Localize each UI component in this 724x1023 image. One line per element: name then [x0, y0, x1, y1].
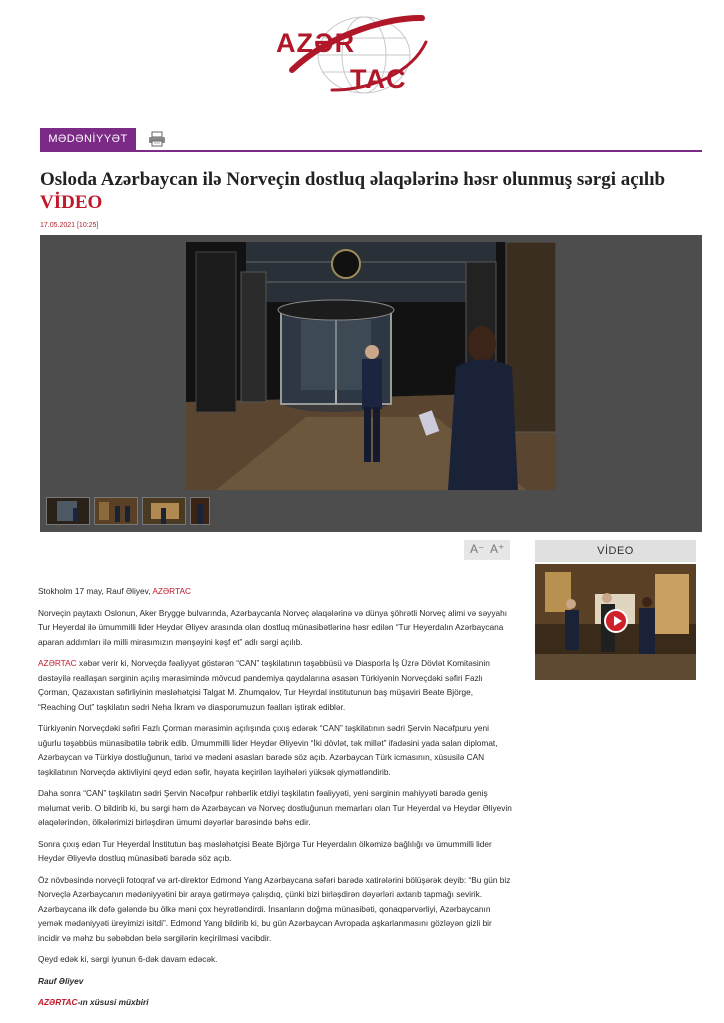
agency-link[interactable]: AZƏRTAC [38, 658, 77, 668]
logo-text-top: AZƏR [276, 28, 356, 58]
paragraph: Türkiyənin Norveçdəki səfiri Fazlı Çorman mərasimin açılışında çıxış edərək “CAN” təşkilatının sədri Şervin Nəcəfpuru yeni uğurlu təşəbbüs münasibətilə təbrik edib. Ümummilli lider Heydər Əliyevin “İki dövlət, tək millət” ifadəsini yada salan diplomat, Azərbaycan və Türkiyə dostluğunun, tarixi və mədəni əsasları barədə söz açıb. Azərbaycan Türk icmasının, xüsusilə CAN təşkilatının Norveçdə aktivliyini qeyd edən səfir, həyata keçirilən layihələri yüksək qiymətləndirib. [38, 723, 498, 777]
title-text: Osloda Azərbaycan ilə Norveçin dostluq əlaqələrinə həsr olunmuş sərgi açılıb [40, 169, 666, 190]
azertac-logo[interactable] [272, 12, 432, 98]
sidebar-heading: VİDEO [535, 540, 696, 562]
logo-text-bottom: TAC [350, 64, 407, 94]
printer-icon[interactable] [148, 131, 166, 147]
paragraph: Sonra çıxış edən Tur Heyerdal İnstitutun baş məsləhətçisi Beate Björgə Tur Heyerdalın ölkəmizə bağlılığı və ümummilli lider Heydər Əliyevlə dostluq münasibəti barədə söz açıb. [38, 838, 492, 863]
paragraph: Qeyd edək ki, sərgi iyunun 6-dək davam edəcək. [38, 954, 218, 964]
paragraph-text: xəbər verir ki, Norveçdə fəaliyyət göstərən “CAN” təşkilatının təşəbbüsü və Diasporla İş Üzrə Dövlət Komitəsinin dəstəyilə reallaşan sərginin açılış mərasimində mövcud pandemiya qaydalarına əsasən Türkiyənin Norveçdəki səfiri Fazlı Çorman, Qazaxıstan səfirliyinin məsləhətçisi Talgat M. Zhumqalov, Tur Heyrdal institutunun baş müşaviri Beate Björge, “Reaching Out” təşkilatın sədri Neha İkram və diasporumuzun fəalları iştirak ediblər. [38, 658, 490, 712]
category-tab[interactable]: MƏDƏNİYYƏT [40, 128, 136, 150]
thumbnail[interactable] [190, 497, 210, 525]
photo-gallery [40, 235, 702, 532]
thumbnail[interactable] [94, 497, 138, 525]
signature-text: -ın xüsusi müxbiri [77, 997, 149, 1007]
paragraph: Norveçin paytaxtı Oslonun, Aker Brygge bulvarında, Azərbaycanla Norveç əlaqələrinə və dünya şöhrətli Norveç alimi və səyyahı Tur Heyerdal ilə ümummilli lider Heydər Əliyev arasında olan dostluq münasibətlərinə həsr edilən “Tur Heyerdalın Azərbaycana aparan addımları ilə milli mirasımızın mənşəyini kəşf et” adlı sərgi açılıb. [38, 607, 508, 647]
paragraph [38, 656, 512, 714]
paragraph: Daha sonra “CAN” təşkilatın sədri Şervin Nəcəfpur rəhbərlik etdiyi təşkilatın fəaliyyəti, yeni sərginin mahiyyəti barədə geniş məlumat verib. O bildirib ki, bu sərgi həm də Azərbaycan və Norveç dostluğunun memarları olan Tur Heyerdal və Heydər Əliyevin əlaqələrindən, ölkələrimizi birləşdirən ümumi dəyərlər barəsində bəhs edir. [38, 788, 512, 827]
dateline [38, 584, 512, 599]
font-increase-button[interactable]: A⁺ [490, 542, 505, 556]
paragraph: Öz növbəsində norveçli fotoqraf və art-direktor Edmond Yang Azərbaycana səfəri barədə xatirələrini bölüşərək deyib: “Bu gün biz Norveçlə Azərbaycanın mədəniyyətini bir araya gətirməyə çalışdıq, çünki bizi birləşdirən dəyərləri axtarıb tapmağı sevirik. Azərbaycana ilk dəfə gələndə bu ölkə məni çox heyrətləndirdi. İnsanların doğma münasibəti, qonaqpərvərliyi, Azərbaycanın yemək mədəniyyəti üreyimizi isitdi”. Edmond Yang bildirib ki, bu gün Azərbaycan Avropada aşkarlanmasını gözləyən gizli bir incidir və məhz bu səbəbdən belə sərgilərin keçirilməsi vacibdir. [38, 874, 511, 943]
author-signature [38, 995, 512, 1010]
video-thumbnail[interactable] [535, 564, 696, 680]
font-decrease-button[interactable]: A⁻ [470, 542, 485, 556]
thumbnail[interactable] [46, 497, 90, 525]
main-photo-image [186, 242, 556, 490]
main-photo[interactable] [186, 242, 556, 490]
title-video-tag[interactable]: VİDEO [40, 192, 103, 213]
thumbnail[interactable] [142, 497, 186, 525]
publish-date: 17.05.2021 [10:25] [40, 222, 99, 229]
agency-link[interactable]: AZƏRTAC [152, 586, 191, 596]
play-icon[interactable] [604, 609, 628, 633]
category-bar [40, 128, 702, 152]
font-size-controls [464, 540, 510, 560]
category-divider [40, 150, 702, 152]
author-name: Rauf Əliyev [38, 975, 84, 986]
video-sidebar [535, 540, 696, 680]
article-title [40, 168, 700, 214]
signature-agency[interactable]: AZƏRTAC [38, 997, 78, 1007]
logo-graphic [272, 12, 432, 98]
article-body [38, 584, 512, 1017]
dateline-text: Stokholm 17 may, Rauf Əliyev, [38, 586, 153, 596]
